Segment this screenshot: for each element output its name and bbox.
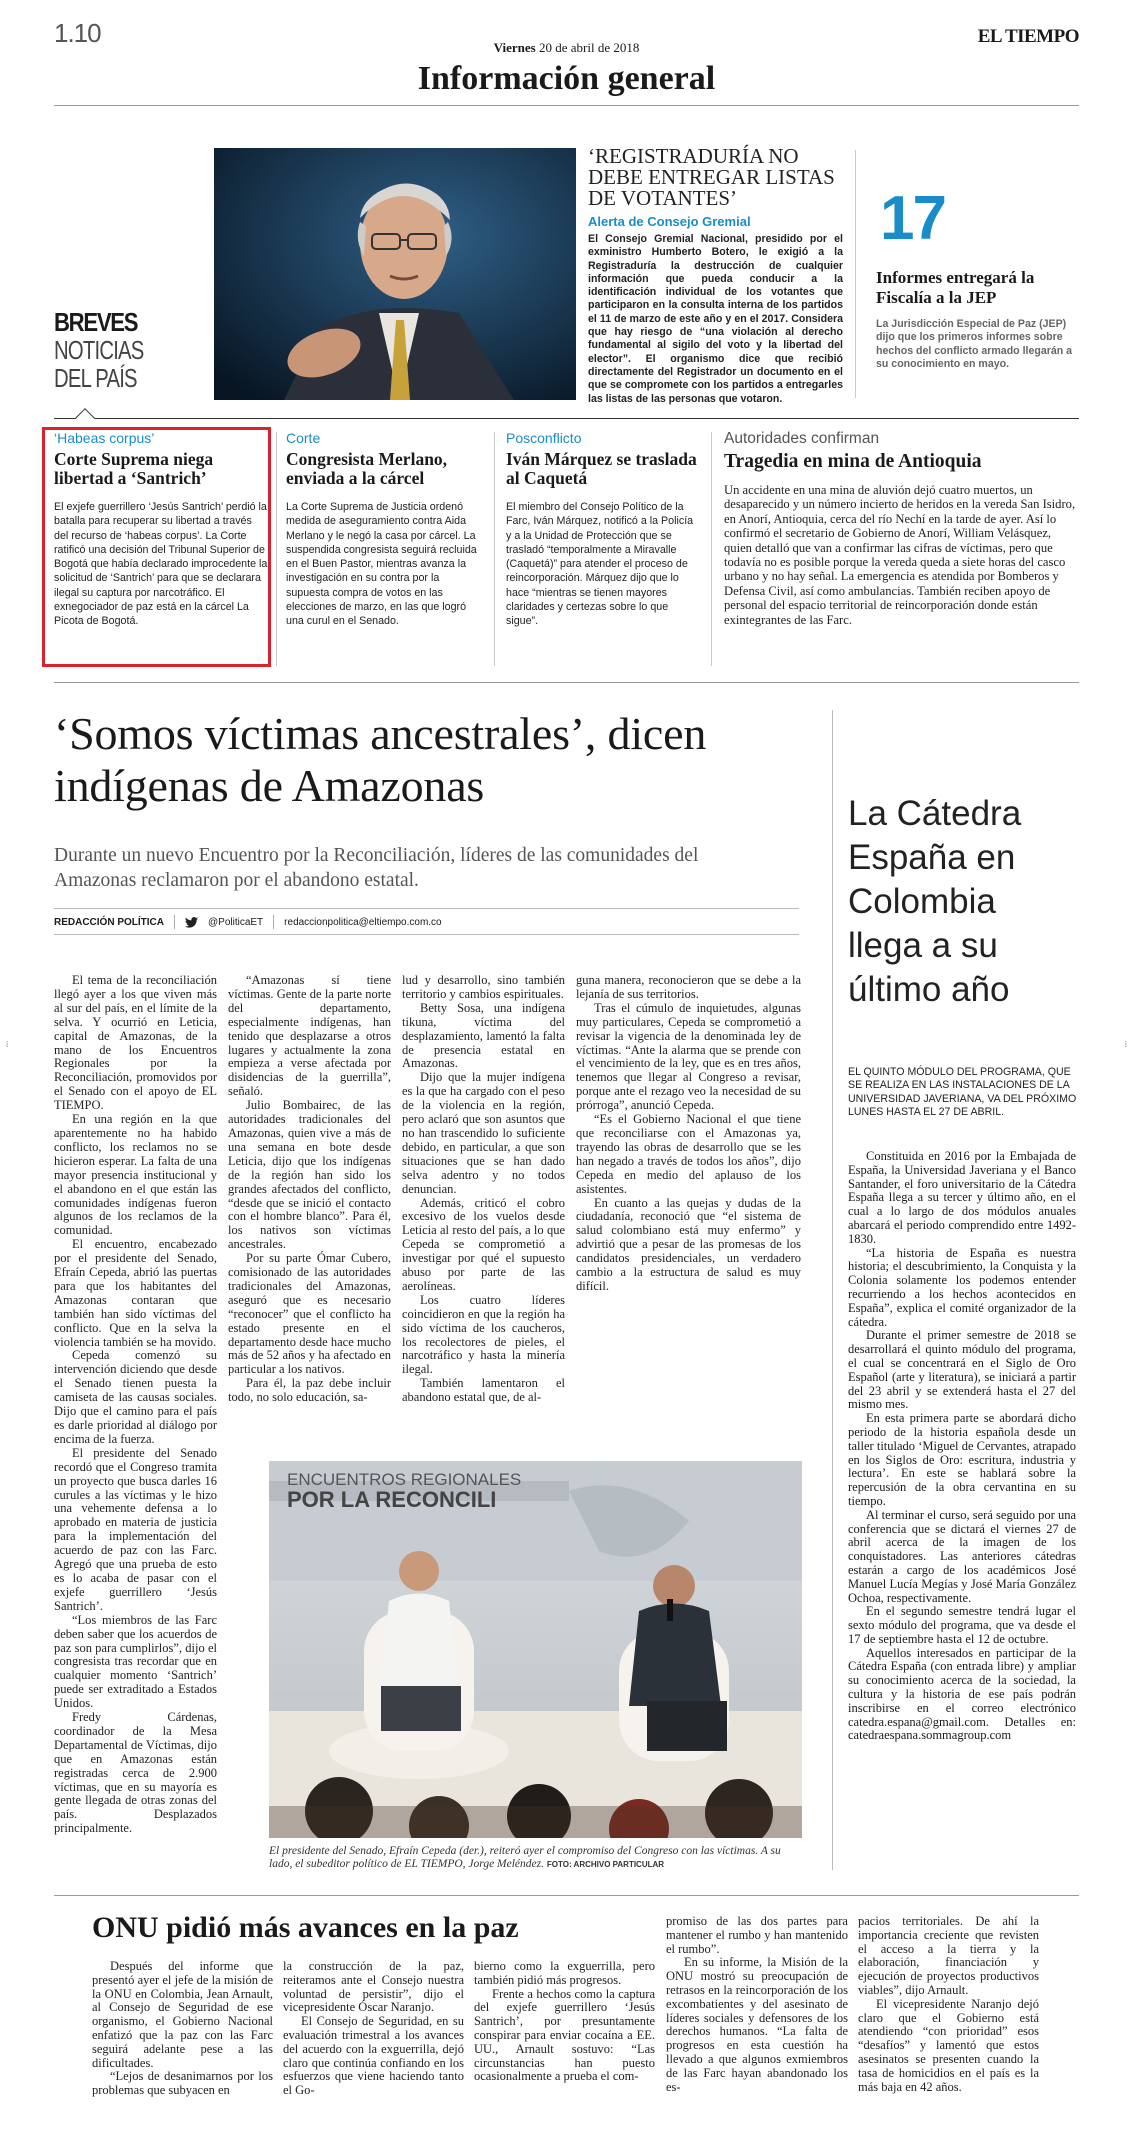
brief-kicker: Corte	[286, 430, 321, 446]
brief-title: Tragedia en mina de Antioquia	[724, 451, 982, 472]
date-weekday: Viernes	[493, 40, 536, 55]
article-paragraph: También lamentaron el abandono estatal que, de al-	[402, 1376, 565, 1405]
bottom-column-1	[92, 1960, 273, 2098]
brief-tragedia-mina	[724, 430, 1079, 627]
article-paragraph: El tema de la reconciliación llegó ayer a los que viven más al sur del país, en el límite de la selva. Y ocurrió en Leticia, capital de Amazonas, de la mano de los Encuentros Regionales por la Reconciliación, promovidos por el Senado con el apoyo de EL TIEMPO.	[54, 973, 217, 1113]
article-paragraph: Cepeda comenzó su intervención diciendo que desde el Senado tienen puesta la camiseta de las causas sociales. Dijo que el camino para el país es darle prioridad al diálogo por encima de la fuerza.	[54, 1348, 217, 1446]
article-paragraph: Fredy Cárdenas, coordinador de la Mesa Departamental de Víctimas, dijo que en Amazonas están registradas cerca de 2.900 víctimas, que en su mayoría es gente llegada de otras zonas del país. Desplazados principalmente.	[54, 1710, 217, 1836]
bottom-paragraph: En su informe, la Misión de la ONU mostró su preocupación de retrasos en la reincorporación de los excombatientes y del asesinato de líderes sociales y defensores de los derechos humanos. “La falta de progresos en esta cuestión ha llevado a que algunos exmiembros de las Farc hayan abandonado los es-	[666, 1955, 848, 2094]
bottom-paragraph: la construcción de la paz, reiteramos ante el Consejo nuestra voluntad de persistir”, dijo el vicepresidente Óscar Naranjo.	[283, 1959, 464, 2015]
article-paragraph: Dijo que la mujer indígena es la que ha cargado con el peso de la violencia en la región, pero aclaró que son asuntos que no han trascendido lo suficiente debido, en particular, a que son situaciones que se han dado selva adentro y no todos denuncian.	[402, 1070, 565, 1196]
photo-banner-line-1: ENCUENTROS REGIONALES	[287, 1470, 522, 1489]
featured-photo	[214, 148, 576, 400]
bottom-paragraph: promiso de las dos partes para mantener el rumbo y han mantenido el rumbo”.	[666, 1914, 848, 1956]
portrait-illustration	[214, 148, 576, 400]
stat-title: Informes entregará la Fiscalía a la JEP	[876, 268, 1035, 307]
byline-email[interactable]: redaccionpolitica@eltiempo.com.co	[284, 916, 442, 928]
article-paragraph: En una región en la que aparentemente no ha habido conflicto, los reclamos no se hicieron esperar. La falta de una mayor presencia institucional y el abandono en el que están las comunidades indígenas fueron algunos de los reclamos de la comunidad.	[54, 1112, 217, 1238]
article-paragraph: “Los miembros de las Farc deben saber que los acuerdos de paz son para cumplirlos”, dijo el congresista tras recordar que en cualquier momento ‘Santrich’ puede ser extraditado a Estados Unidos.	[54, 1612, 217, 1711]
sidebar-paragraph: “La historia de España es nuestra historia; el descubrimiento, la Conquista y la Colonia solamente los podemos entender recurriendo a los hechos acontecidos en España”, explica el comité organizador de la cátedra.	[848, 1245, 1076, 1329]
section-divider	[54, 1895, 1079, 1896]
breves-divider	[54, 418, 1079, 419]
page-date	[0, 40, 1133, 56]
vertical-divider	[494, 432, 495, 666]
sidebar-body	[848, 1150, 1076, 1743]
breves-title: BREVES	[54, 307, 138, 337]
twitter-icon	[185, 917, 198, 928]
bottom-paragraph: El vicepresidente Naranjo dejó claro que el Gobierno está atendiendo “con prioridad” esos “desafíos” y lamentó que estos asesinatos se presenten cuando la tasa de homicidios en el país es la más baja en 42 años.	[858, 1996, 1039, 2094]
caption-text: El presidente del Senado, Efraín Cepeda (der.), reiteró ayer el compromiso del Congreso con las víctimas. A su lado, el subeditor político de EL TIEMPO, Jorge Meléndez.	[269, 1845, 781, 1870]
article-paragraph: Los cuatro líderes coincidieron en que la región ha sido víctima de los caucheros, los recolectores de pieles, el narcotráfico y hasta la minería ilegal.	[402, 1292, 565, 1377]
brief-kicker: Posconflicto	[506, 430, 582, 446]
article-paragraph: Para él, la paz debe incluir todo, no solo educación, sa-	[228, 1376, 391, 1405]
bottom-paragraph: pacios territoriales. De ahí la importancia creciente que revisten el acceso a la tierra y la elaboración, financiación y ejecución de proyectos productivos viables”, dijo Arnault.	[858, 1914, 1039, 1997]
sidebar-paragraph: Durante el primer semestre de 2018 se desarrollará el quinto módulo del programa, el cual se concentrará en el Siglo de Oro Español (arte y literatura), se iniciará a partir del 23 abril y se extenderá hasta el 27 del mismo mes.	[848, 1328, 1076, 1412]
article-paragraph: lud y desarrollo, sino también territorio y cambios espirituales.	[402, 973, 565, 1001]
bottom-column-5	[858, 1915, 1039, 2094]
newspaper-logo: EL TIEMPO	[977, 26, 1079, 47]
sidebar-paragraph: Aquellos interesados en participar de la Cátedra España (con entrada libre) y ampliar su conocimiento acerca de la sociedad, la cultura y la historia de ese país podrán inscribirse en el correo electrónico catedra.espana@gmail.com. Detalles en: catedraespana.sommagroup.com	[848, 1645, 1076, 1743]
article-paragraph: El encuentro, encabezado por el presidente del Senado, Efraín Cepeda, abrió las puertas para que los habitantes del Amazonas contaran que también han sido víctimas del conflicto. Que en la selva la violencia también se ha movido.	[54, 1237, 217, 1349]
brief-corte	[286, 430, 484, 629]
bottom-paragraph: bierno como la exguerrilla, pero también pidió más progresos.	[474, 1959, 655, 1987]
bottom-headline: ONU pidió más avances en la paz	[92, 1911, 519, 1944]
byline-twitter[interactable]: @PoliticaET	[208, 916, 264, 928]
article-paragraph: “Amazonas sí tiene víctimas. Gente de la parte norte del departamento, especialmente indígenas, han tenido que desplazarse a otros lugares y actualmente la zona empieza a verse afectada por disidencias de la guerrilla”, señaló.	[228, 973, 391, 1099]
brief-body: La Corte Suprema de Justicia ordenó medida de aseguramiento contra Aida Merlano y le negó la casa por cárcel. La suspendida congresista seguirá recluida en el Buen Pastor, mientras avanza la investigación en su contra por la supuesta compra de votos en las elecciones de marzo, en las que logró una curul en el Senado.	[286, 501, 477, 628]
bottom-column-4	[666, 1915, 848, 2094]
registration-mark: ⁞	[1124, 1040, 1127, 1049]
byline-author: REDACCIÓN POLÍTICA	[54, 916, 164, 928]
brief-title: Congresista Merlano, enviada a la cárcel	[286, 449, 448, 488]
article-paragraph: El presidente del Senado recordó que el Congreso tramita un proyecto que busca darles 16 curules a las víctimas y le hizo una vehemente defensa a lo aprobado en materia de justicia para la implementación del acuerdo de paz con las Farc. Agregó que una prueba de esto es lo acaba de pasar con el exjefe guerrillero ‘Jesús Santrich’.	[54, 1445, 217, 1613]
header-divider	[54, 105, 1079, 106]
photo-caption	[269, 1845, 802, 1871]
brief-body: El exjefe guerrillero ‘Jesús Santrich’ perdió la batalla para recuperar su libertad a través del recurso de ‘habeas corpus’. La Corte ratificó una decisión del Tribunal Superior de Bogotá que había declarado improcedente la solicitud de ‘Santrich’ para que se declarara ilegal su captura por narcotráfico. El exnegociador de paz está en la cárcel La Picota de Bogotá.	[54, 501, 268, 628]
sidebar-paragraph: Al terminar el curso, será seguido por una conferencia que se dictará el viernes 27 de abril acerca de la imagen de los conquistadores. Las anteriores cátedras estarán a cargo de los académicos José Manuel Lucía Megías y José María González Ochoa, respectivamente.	[848, 1507, 1076, 1605]
bottom-paragraph: “Lejos de desanimarnos por los problemas que subyacen en	[92, 2069, 273, 2098]
brief-title: Corte Suprema niega libertad a ‘Santrich’	[54, 449, 214, 488]
stat-body: La Jurisdicción Especial de Paz (JEP) dijo que los primeros informes sobre hechos del conflicto armado llegarán a su conocimiento en mayo.	[876, 318, 1073, 370]
stat-number: 17	[880, 184, 945, 253]
byline-divider	[54, 934, 799, 935]
main-deck: Durante un nuevo Encuentro por la Reconciliación, líderes de las comunidades del Amazonas reclamaron por el abandono estatal.	[54, 845, 699, 891]
main-headline: ‘Somos víctimas ancestrales’, dicen indígenas de Amazonas	[54, 708, 707, 811]
byline-divider	[54, 908, 799, 909]
article-paragraph: Betty Sosa, una indígena tikuna, víctima del desplazamiento, lamentó la falta de presencia estatal en Amazonas.	[402, 1000, 565, 1071]
vertical-divider	[832, 710, 833, 1870]
brief-body: Un accidente en una mina de aluvión dejó cuatro muertos, un desaparecido y un número incierto de heridos en la vereda San Isidro, en Anorí, Antioquia, cerca del río Nechí en la tarde de ayer. Así lo confirmó el secretario de Gobierno de Anorí, William Velásquez, quien detalló que van a confirmar las cifras de víctimas, pero que todavía no es posible porque la vereda queda a siete horas del casco urbano y no hay señal. La emergencia es atendida por Bomberos y Defensa Civil, así como ambulancias. También reciben apoyo de personal del espacio territorial de reincorporación donde están exintegrantes de las Farc.	[724, 483, 1076, 627]
main-photo	[269, 1461, 802, 1838]
bottom-column-2	[283, 1960, 464, 2098]
breves-subtitle-line-1: NOTICIAS	[54, 335, 144, 365]
article-column-2	[228, 974, 391, 1405]
article-paragraph: En cuanto a las quejas y dudas de la ciudadanía, reconoció que “el sistema de salud colombiano está muy enfermo” y advirtió que a pesar de las promesas de los candidatos presidenciales, un verdadero cambio a la estructura de salud es muy difícil.	[576, 1195, 801, 1293]
section-divider	[54, 682, 1079, 683]
sidebar-paragraph: En esta primera parte se abordará dicho periodo de la historia española desde un taller titulado ‘Miguel de Cervantes, atrapado en los Siglos de Oro: escritura, industria y lectura’. En este se hablará sobre la repercusión de la obra cervantina en su tiempo.	[848, 1411, 1076, 1508]
article-paragraph: Tras el cúmulo de inquietudes, algunas muy particulares, Cepeda se comprometió a revisar la vigencia de la denominada ley de víctimas. “Ante la alarma que se prende con el vencimiento de la ley, que es en tres años, tenemos que llegar al Congreso a revisar, porque ante el rezago veo la necesidad de su prórroga”, anunció Cepeda.	[576, 1000, 801, 1113]
article-column-3	[402, 974, 565, 1405]
byline-separator	[174, 915, 175, 929]
brief-body: El miembro del Consejo Político de la Farc, Iván Márquez, notificó a la Policía y a la Unidad de Protección que se trasladó “temporalmente a Miravalle (Caquetá)” para atender el proceso de reincorporación. Márquez dijo que lo hace “mientras se tienen mayores claridades y certezas sobre lo que sigue”.	[506, 501, 694, 628]
breves-label	[54, 308, 164, 392]
brief-kicker: ‘Habeas corpus’	[54, 430, 155, 446]
date-rest: 20 de abril de 2018	[539, 40, 640, 55]
featured-kicker: Alerta de Consejo Gremial	[588, 214, 751, 229]
article-column-1	[54, 974, 217, 1836]
featured-headline: ‘REGISTRADURÍA NO DEBE ENTREGAR LISTAS DE VOTANTES’	[588, 144, 835, 210]
article-column-4	[576, 974, 801, 1294]
article-paragraph: guna manera, reconocieron que se debe a la lejanía de sus territorios.	[576, 973, 801, 1001]
section-title: Información general	[417, 60, 716, 97]
vertical-divider	[276, 432, 277, 666]
bottom-paragraph: Frente a hechos como la captura del exjefe guerrillero ‘Jesús Santrich’, por presuntamente conspirar para enviar cocaína a EE. UU., Arnault sostuvo: “Las circunstancias han puesto ocasionalmente a prueba el com-	[474, 1986, 655, 2084]
sidebar-paragraph: Constituida en 2016 por la Embajada de España, la Universidad Javeriana y el Banco Santander, el foro universitario de la Cátedra España llega a su tercer y último año, en el cual a lo largo de dos módulos anuales abarcará el periodo comprendido entre 1492-1830.	[848, 1149, 1076, 1246]
sidebar-headline: La Cátedra España en Colombia llega a su último año	[848, 794, 1022, 1009]
byline	[54, 914, 442, 930]
page-number: 1.10	[54, 18, 101, 48]
article-paragraph: Julio Bombairec, de las autoridades tradicionales del Amazonas, quien vive a más de una semana en bote desde Leticia, dijo que los indígenas de la región han sido los grandes afectados del conflicto, “desde que se inició el contacto con el hombre blanco”. Para él, los nativos son víctimas ancestrales.	[228, 1098, 391, 1252]
bottom-column-3	[474, 1960, 655, 2084]
brief-kicker: Autoridades confirman	[724, 430, 880, 447]
brief-posconflicto	[506, 430, 698, 629]
sidebar-paragraph: En el segundo semestre tendrá lugar el sexto módulo del programa, que va desde el 17 de septiembre hasta el 12 de octubre.	[848, 1604, 1076, 1646]
bottom-paragraph: Después del informe que presentó ayer el jefe de la misión de la ONU en Colombia, Jean Arnault, al Consejo de Seguridad de ese organismo, el Gobierno Nacional enfatizó que la paz con las Farc seguirá adelante pese a las dificultades.	[92, 1959, 273, 2070]
article-paragraph: “Es el Gobierno Nacional el que tiene que reconciliarse con el Amazonas ya, trayendo las obras de desarrollo que se les han negado a través de todos los años”, dijo Cepeda en medio del aplauso de los asistentes.	[576, 1112, 801, 1196]
photo-credit: FOTO: ARCHIVO PARTICULAR	[546, 1860, 665, 1869]
brief-habeas-corpus	[54, 430, 268, 629]
event-photo-illustration	[269, 1461, 802, 1838]
photo-banner-line-2: POR LA RECONCILI	[287, 1487, 497, 1512]
article-paragraph: Además, criticó el cobro excesivo de los vuelos desde Leticia al resto del país, a lo que Cepeda se comprometió a investigar por qué el supuesto abuso por parte de las aerolíneas.	[402, 1195, 565, 1293]
breves-subtitle-line-2: DEL PAÍS	[54, 363, 137, 393]
vertical-divider	[855, 150, 856, 398]
article-paragraph: Por su parte Ómar Cubero, comisionado de las autoridades tradicionales del Amazonas, aseguró que es necesario “reconocer” que el conflicto ha estado presente en el departamento desde hace mucho más de 52 años y ha afectado en particular a los nativos.	[228, 1251, 391, 1377]
bottom-paragraph: El Consejo de Seguridad, en su evaluación trimestral a los avances del acuerdo con la exguerrilla, dejó claro que continúa confiando en los esfuerzos que viene haciendo tanto el Go-	[283, 2014, 464, 2098]
brief-title: Iván Márquez se traslada al Caquetá	[506, 449, 697, 488]
vertical-divider	[711, 432, 712, 666]
registration-mark: ⁞	[6, 1040, 9, 1049]
featured-body: El Consejo Gremial Nacional, presidido por el exministro Humberto Botero, le exigió a la Registraduría la destrucción de cualquier información que pueda conducir a la identificación individual de los votantes que participaron en la consulta interna de los partidos el 11 de marzo de este año y en el 2017. Considera que hay riesgo de “una violación al derecho fundamental al sigilo del voto y la libertad del elector”. El organismo dice que recibió directamente del Registrador un documento en el que se compromete con los partidos a entregarles las listas de las personas que votaron.	[588, 233, 843, 405]
breves-notch-marker	[75, 408, 95, 428]
byline-separator	[273, 915, 274, 929]
sidebar-intro: EL QUINTO MÓDULO DEL PROGRAMA, QUE SE REALIZA EN LAS INSTALACIONES DE LA UNIVERSIDAD JAVERIANA, VA DEL PRÓXIMO LUNES HASTA EL 27 DE ABRIL.	[848, 1066, 1077, 1119]
